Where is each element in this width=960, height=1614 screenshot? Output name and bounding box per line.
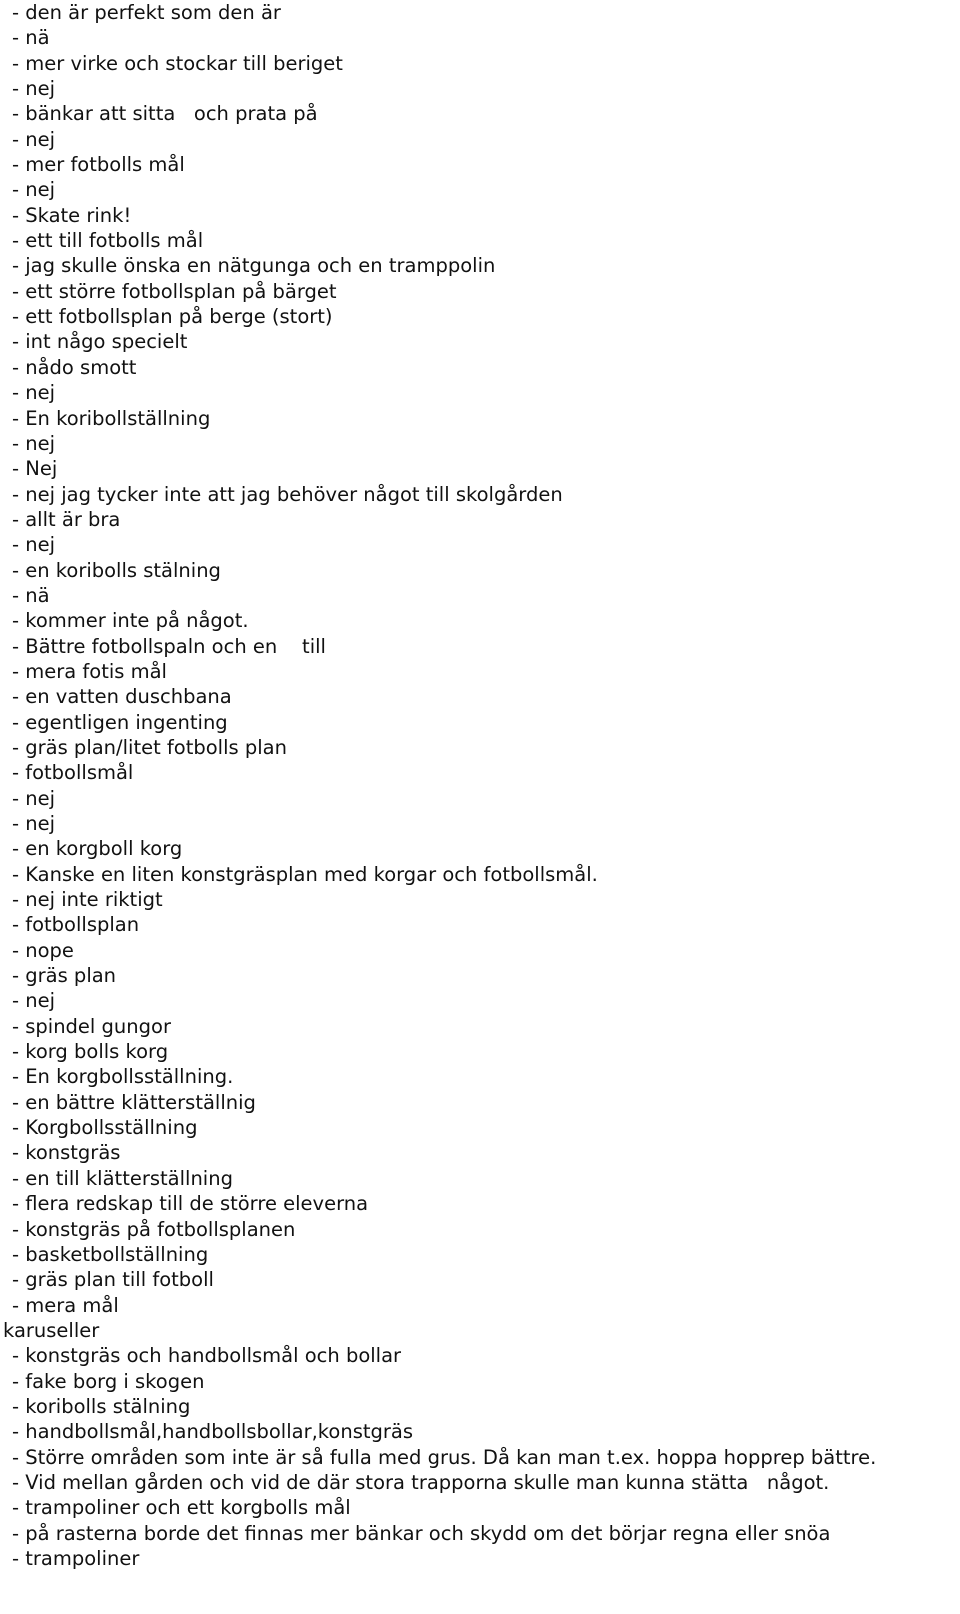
list-item: - gräs plan bbox=[12, 964, 117, 988]
list-item: - nej bbox=[12, 786, 56, 810]
list-item: - trampoliner bbox=[12, 1546, 140, 1570]
list-item: - korg bolls korg bbox=[12, 1040, 169, 1064]
list-item: - allt är bra bbox=[12, 507, 121, 531]
list-item: - nä bbox=[12, 26, 50, 50]
list-item: - konstgräs bbox=[12, 1141, 121, 1165]
list-item: - kommer inte på något. bbox=[12, 609, 249, 633]
list-item: - int någo specielt bbox=[12, 330, 188, 354]
list-item: - en till klätterställning bbox=[12, 1166, 233, 1190]
list-item: - på rasterna borde det finnas mer bänkar och skydd om det börjar regna eller snöa bbox=[12, 1521, 831, 1545]
list-item: - basketbollställning bbox=[12, 1242, 209, 1266]
list-item: - nope bbox=[12, 938, 74, 962]
list-item: - nä bbox=[12, 583, 50, 607]
list-item: - en vatten duschbana bbox=[12, 685, 232, 709]
list-item: - En korgbollsställning. bbox=[12, 1065, 234, 1089]
list-item: - nej bbox=[12, 812, 56, 835]
list-item: - egentligen ingenting bbox=[12, 710, 228, 734]
list-item: - Skate rink! bbox=[12, 203, 132, 227]
list-item: - nej bbox=[12, 381, 56, 405]
list-item: - handbollsmål,handbollsbollar,konstgräs bbox=[12, 1420, 413, 1444]
list-item: - En koribollställning bbox=[12, 406, 211, 430]
list-item: - gräs plan/litet fotbolls plan bbox=[12, 735, 287, 759]
list-item: - fotbollsplan bbox=[12, 913, 140, 937]
list-item: - mera mål bbox=[12, 1293, 119, 1317]
list-item: - Kanske en liten konstgräsplan med korgar och fotbollsmål. bbox=[12, 862, 598, 886]
list-item: - koribolls stälning bbox=[12, 1394, 191, 1418]
list-item: - en korgboll korg bbox=[12, 837, 183, 861]
list-item: - Vid mellan gården och vid de där stora trapporna skulle man kunna stätta något. bbox=[12, 1470, 830, 1494]
list-item: - nej bbox=[12, 431, 56, 455]
list-item: - flera redskap till de större eleverna bbox=[12, 1192, 369, 1216]
list-item: - mer fotbolls mål bbox=[12, 153, 185, 177]
list-item: - ett större fotbollsplan på bärget bbox=[12, 279, 337, 303]
list-item: - mer virke och stockar till beriget bbox=[12, 51, 343, 75]
list-item: - fotbollsmål bbox=[12, 761, 134, 785]
list-item: - nej bbox=[12, 989, 56, 1013]
list-item: - Bättre fotbollspaln och en till bbox=[12, 634, 326, 658]
list-item: - spindel gungor bbox=[12, 1014, 171, 1038]
list-item: - nej bbox=[12, 127, 56, 151]
list-item: karuseller bbox=[3, 1318, 100, 1342]
list-item: - en koribolls stälning bbox=[12, 558, 221, 582]
list-item: - jag skulle önska en nätgunga och en tramppolin bbox=[12, 254, 496, 278]
list-item: - trampoliner och ett korgbolls mål bbox=[12, 1496, 351, 1520]
list-item: - Nej bbox=[12, 457, 58, 481]
list-item: - en bättre klätterställnig bbox=[12, 1090, 256, 1114]
list-item: - Korgbollsställning bbox=[12, 1116, 198, 1140]
list-item: - ett till fotbolls mål bbox=[12, 229, 204, 253]
list-item: - nej bbox=[12, 178, 56, 202]
list-item: - Större områden som inte är så fulla med grus. Då kan man t.ex. hoppa hopprep bättre. bbox=[12, 1445, 877, 1469]
list-item: - nej bbox=[12, 533, 56, 557]
list-item: - nej bbox=[12, 77, 56, 101]
list-item: - den är perfekt som den är bbox=[12, 1, 281, 24]
list-item: - konstgräs på fotbollsplanen bbox=[12, 1217, 296, 1241]
list-item: - mera fotis mål bbox=[12, 659, 167, 683]
list-item: - nådo smott bbox=[12, 355, 137, 379]
list-item: - fake borg i skogen bbox=[12, 1369, 205, 1393]
list-item: - bänkar att sitta och prata på bbox=[12, 102, 318, 126]
list-item: - ett fotbollsplan på berge (stort) bbox=[12, 305, 333, 329]
list-item: - konstgräs och handbollsmål och bollar bbox=[12, 1344, 402, 1368]
list-item: - nej inte riktigt bbox=[12, 888, 163, 912]
list-item: - nej jag tycker inte att jag behöver något till skolgården bbox=[12, 482, 563, 506]
list-item: - gräs plan till fotboll bbox=[12, 1268, 214, 1292]
